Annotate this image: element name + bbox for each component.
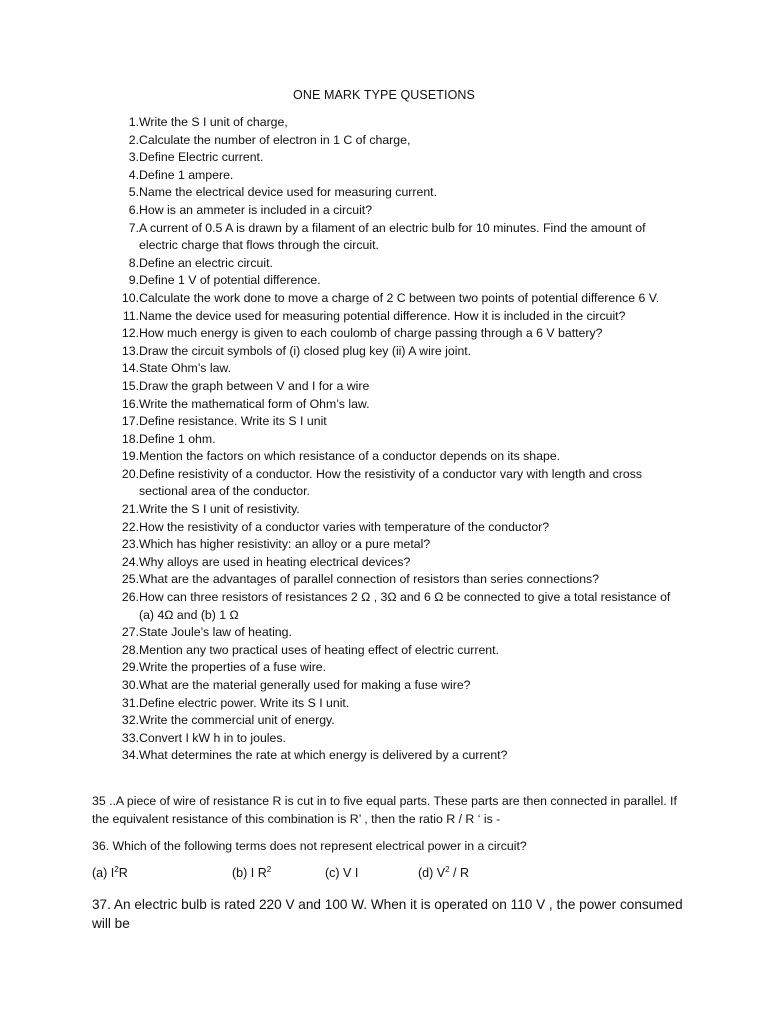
question-text: Define Electric current. (139, 150, 264, 165)
question-number: 29. (121, 660, 139, 675)
question-text: Write the commercial unit of energy. (139, 713, 335, 728)
question-number: 14. (121, 361, 139, 376)
question-37: 37. An electric bulb is rated 220 V and 100 W. When it is operated on 110 V , the power consumed will be (92, 897, 683, 931)
question-number: 24. (121, 554, 139, 569)
question-item (108, 255, 678, 273)
question-text: Name the electrical device used for measuring current. (139, 185, 437, 200)
question-number: 8. (128, 255, 139, 270)
question-number: 10. (121, 290, 139, 305)
question-text: How is an ammeter is included in a circuit? (139, 202, 373, 217)
question-text: Write the properties of a fuse wire. (139, 660, 327, 675)
question-text: How the resistivity of a conductor varies with temperature of the conductor? (139, 519, 550, 534)
question-item (108, 571, 678, 589)
question-item (108, 448, 678, 466)
question-number: 9. (128, 273, 139, 288)
question-item (108, 308, 678, 326)
question-text: Name the device used for measuring potential difference. How it is included in the circuit? (139, 308, 626, 323)
question-35: 35 ..A piece of wire of resistance R is cut in to five equal parts. These parts are then connected in parallel. If the equivalent resistance of this combination is R’ , then the ratio R / R ‘ is - (92, 794, 677, 826)
question-item (108, 413, 678, 431)
question-number: 6. (128, 202, 139, 217)
question-text: Mention any two practical uses of heating effect of electric current. (139, 642, 499, 657)
question-number: 17. (121, 414, 139, 429)
question-number: 12. (121, 326, 139, 341)
question-item (108, 272, 678, 290)
question-item (108, 378, 678, 396)
question-number: 16. (121, 396, 139, 411)
question-number: 34. (121, 748, 139, 763)
question-number: 4. (128, 167, 139, 182)
question-number: 3. (128, 150, 139, 165)
question-number: 5. (128, 185, 139, 200)
question-item (108, 554, 678, 572)
question-item (108, 202, 678, 220)
question-number: 19. (121, 449, 139, 464)
question-text: Define 1 ampere. (139, 167, 234, 182)
question-text: Define resistance. Write its S I unit (139, 414, 327, 429)
question-number: 11. (122, 308, 139, 323)
option-c: (c) V I (325, 866, 359, 880)
question-item (108, 343, 678, 361)
question-number: 21. (121, 502, 139, 517)
question-text: Calculate the number of electron in 1 C of charge, (139, 132, 411, 147)
question-text: Define electric power. Write its S I unit. (139, 695, 350, 710)
question-text: Draw the circuit symbols of (i) closed plug key (ii) A wire joint. (139, 343, 472, 358)
question-number: 27. (121, 625, 139, 640)
question-item (108, 149, 678, 167)
question-text: What are the advantages of parallel connection of resistors than series connections? (139, 572, 600, 587)
question-item (108, 167, 678, 185)
question-36: 36. Which of the following terms does not represent electrical power in a circuit? (92, 839, 527, 853)
question-number: 18. (121, 431, 139, 446)
question-number: 22. (121, 519, 139, 534)
question-item (108, 114, 678, 132)
question-text: What are the material generally used for making a fuse wire? (139, 678, 471, 692)
question-item (108, 220, 678, 255)
question-item (108, 677, 678, 695)
question-text: How can three resistors of resistances 2 Ω , 3Ω and 6 Ω be connected to give a total resistance of (a) 4Ω and (b) 1 Ω (139, 590, 671, 622)
question-item (108, 132, 678, 150)
question-text: Which has higher resistivity: an alloy or a pure metal? (139, 537, 431, 552)
question-number: 20. (121, 466, 139, 481)
question-item (108, 589, 678, 624)
question-number: 7. (128, 220, 139, 235)
question-text: State Joule’s law of heating. (139, 625, 292, 640)
question-item (108, 519, 678, 537)
question-number: 32. (121, 713, 139, 728)
question-text: Mention the factors on which resistance of a conductor depends on its shape. (139, 449, 561, 464)
question-text: Write the mathematical form of Ohm’s law. (139, 396, 370, 411)
question-number: 13. (121, 343, 139, 358)
question-text: Define an electric circuit. (139, 255, 273, 270)
question-item (108, 501, 678, 519)
option-a: (a) $I^2R$ (92, 865, 128, 880)
question-item (108, 290, 678, 308)
question-text: Define 1 V of potential difference. (139, 273, 321, 288)
question-text: A current of 0.5 A is drawn by a filament of an electric bulb for 10 minutes. Find the amount of electric charge that flows through the circuit. (139, 220, 646, 253)
question-item (108, 431, 678, 449)
question-item (108, 360, 678, 378)
question-item (108, 184, 678, 202)
question-text: Draw the graph between V and I for a wire (139, 378, 370, 393)
question-item (108, 659, 678, 677)
question-item (108, 466, 678, 501)
question-text: Calculate the work done to move a charge of 2 C between two points of potential difference 6 V. (139, 290, 660, 305)
question-list (108, 114, 678, 765)
question-text: State Ohm’s law. (139, 361, 232, 376)
question-number: 15. (121, 378, 139, 393)
question-item (108, 730, 678, 748)
question-number: 25. (121, 572, 139, 587)
question-number: 2. (128, 132, 139, 147)
question-text: Why alloys are used in heating electrical devices? (139, 554, 411, 569)
question-number: 28. (121, 642, 139, 657)
question-item (108, 396, 678, 414)
question-text: Write the S I unit of resistivity. (139, 502, 300, 517)
question-item (108, 712, 678, 730)
question-item (108, 695, 678, 713)
question-number: 26. (121, 590, 139, 605)
question-item (108, 325, 678, 343)
option-b: (b) I $R^2$ (232, 865, 272, 880)
question-text: Define 1 ohm. (139, 431, 216, 446)
question-number: 30. (121, 678, 139, 692)
question-text: What determines the rate at which energy is delivered by a current? (139, 748, 508, 763)
question-item (108, 624, 678, 642)
question-number: 31. (121, 695, 139, 710)
question-text: How much energy is given to each coulomb of charge passing through a 6 V battery? (139, 326, 603, 341)
question-text: Write the S I unit of charge, (139, 115, 288, 129)
question-item (108, 536, 678, 554)
question-text: Convert I kW h in to joules. (139, 730, 286, 745)
question-number: 1. (128, 115, 139, 129)
page-title: ONE MARK TYPE QUSETIONS (293, 88, 475, 102)
question-item (108, 747, 678, 765)
question-number: 33. (121, 730, 139, 745)
question-item (108, 642, 678, 660)
option-d: (d) $V^2$ / R (418, 865, 469, 880)
question-text: Define resistivity of a conductor. How the resistivity of a conductor vary with length and cross sectional area of the conductor. (139, 466, 643, 499)
question-number: 23. (121, 537, 139, 552)
question-36-options (92, 866, 692, 886)
